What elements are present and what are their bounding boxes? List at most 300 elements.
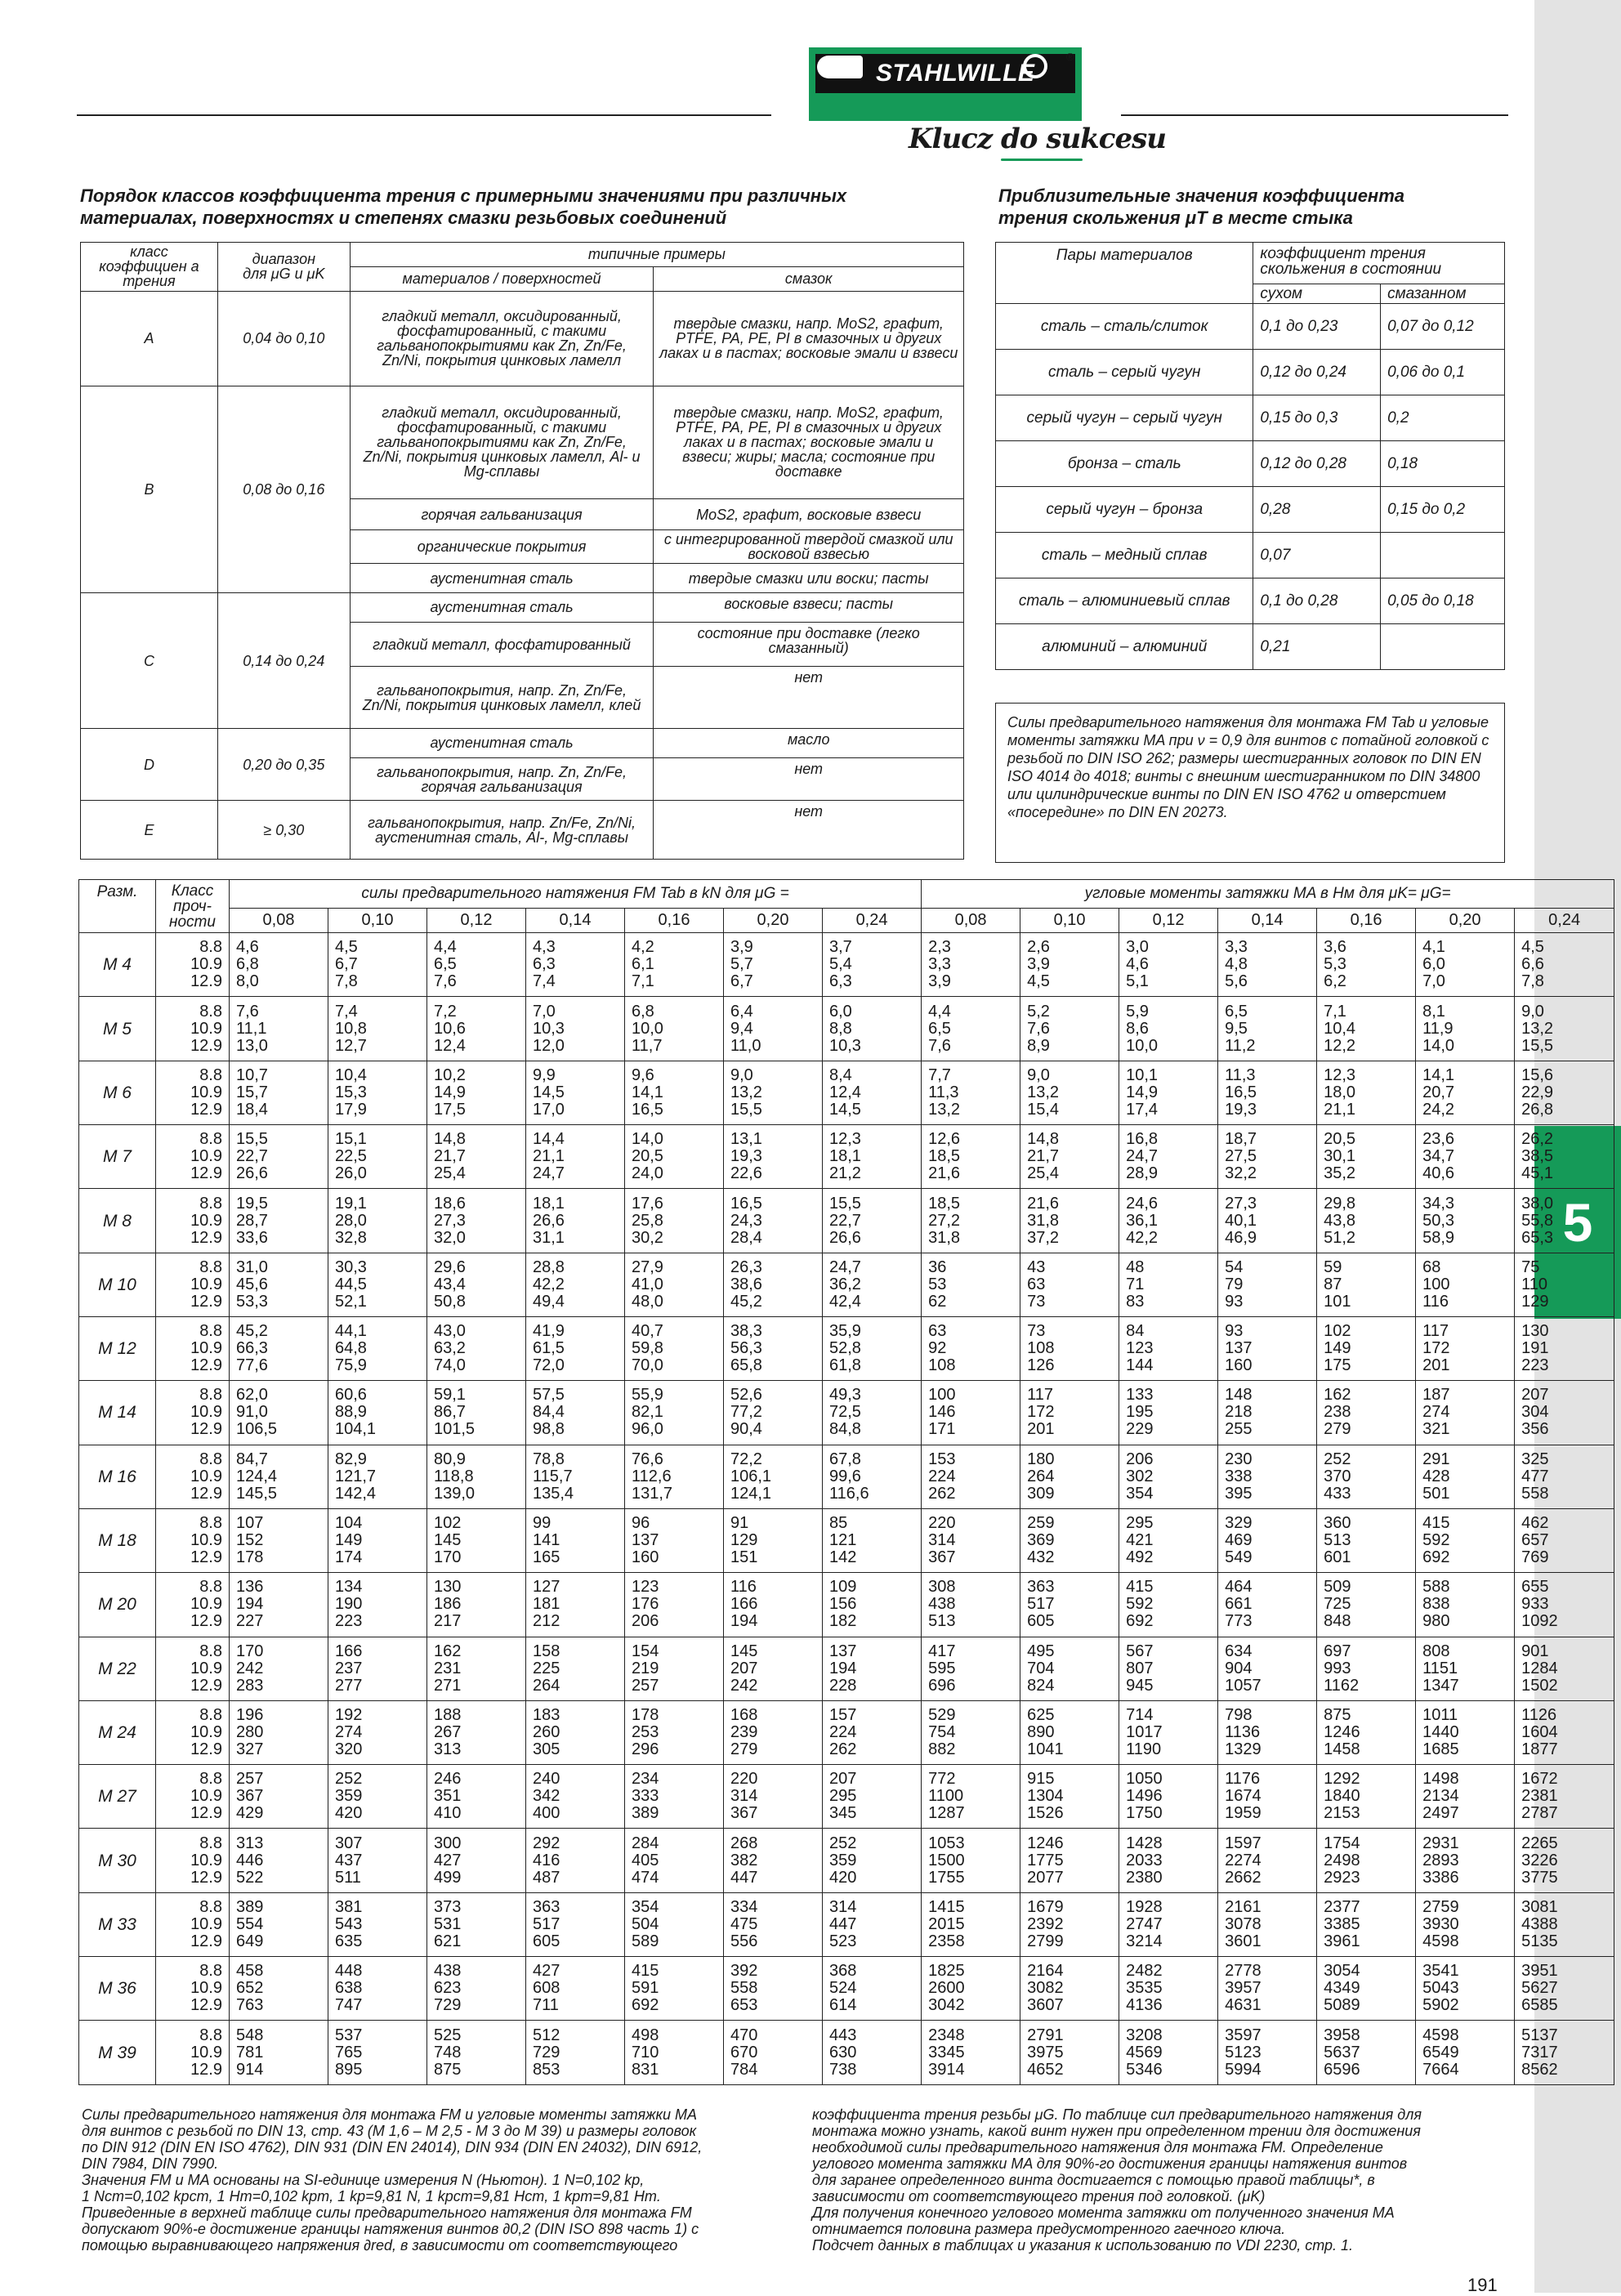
- mu-value: 0,12: [1119, 908, 1218, 933]
- table-value: 25,4: [1027, 1164, 1060, 1183]
- table-value: 1011: [1422, 1706, 1458, 1724]
- table-value: 427: [533, 1962, 560, 1981]
- preload-force-cell: [526, 933, 625, 997]
- table-value: 207: [1521, 1386, 1549, 1405]
- table-value: 1041: [1027, 1740, 1064, 1758]
- table-value: 21,2: [829, 1164, 861, 1183]
- preload-force-cell: [526, 1573, 625, 1637]
- table-row: [81, 291, 964, 386]
- table-value: 838: [1422, 1595, 1450, 1614]
- table-value: 1347: [1422, 1676, 1459, 1695]
- strength-classes: [156, 1381, 230, 1445]
- table-value: 980: [1422, 1612, 1450, 1631]
- dry-value: 0,28: [1253, 487, 1381, 533]
- table-value: 49,4: [533, 1292, 565, 1311]
- footnote-line: 1 Ncm=0,102 kpcm, 1 Hm=0,102 kpm, 1 kp=9,81 N, 1 kpcm=9,81 Hcm, 1 kpm=9,81 Hm.: [82, 2188, 661, 2204]
- table-value: 14,5: [829, 1100, 861, 1119]
- table-value: 5,2: [1027, 1002, 1050, 1021]
- table-value: 84,7: [236, 1450, 268, 1468]
- table-value: 292: [533, 1834, 560, 1852]
- strength-class: 12.9: [190, 1932, 222, 1950]
- table-value: 3914: [928, 2060, 965, 2079]
- torque-cell: [1317, 1829, 1416, 1892]
- preload-force-cell: [625, 1381, 724, 1445]
- table-value: 2,6: [1027, 938, 1050, 957]
- torque-cell: [922, 1508, 1020, 1572]
- table-value: 3345: [928, 2043, 965, 2061]
- preload-force-cell: [625, 1445, 724, 1508]
- torque-cell: [1416, 1445, 1515, 1508]
- material-cell: гладкий металл, оксидированный, фосфатированный, с такими гальванопокрытиями как Zn, Zn/Fe, Zn/Ni, покрытия цинковых ламелл: [350, 291, 654, 386]
- table-value: 314: [730, 1787, 758, 1806]
- torque-cell: [1119, 1573, 1218, 1637]
- preload-force-cell: [823, 1316, 922, 1380]
- table-value: 9,4: [730, 1019, 753, 1038]
- table-value: 262: [829, 1740, 857, 1758]
- preload-force-cell: [328, 1189, 427, 1253]
- table-value: 186: [434, 1595, 462, 1614]
- preload-force-cell: [230, 1316, 328, 1380]
- table-value: 187: [1422, 1386, 1450, 1405]
- torque-cell: [1515, 1957, 1614, 2021]
- torque-cell: [1317, 1189, 1416, 1253]
- header-preload-force: силы предварительного натяжения FM Tab в kN для μG =: [230, 880, 922, 909]
- table-row: [79, 1316, 1614, 1380]
- table-value: 207: [730, 1659, 758, 1677]
- friction-range: 0,08 до 0,16: [217, 386, 350, 592]
- table-value: 25,4: [434, 1164, 466, 1183]
- lubricated-value: 0,15 до 0,2: [1381, 487, 1505, 533]
- table-value: 5,6: [1225, 972, 1248, 991]
- table-value: 381: [335, 1897, 363, 1916]
- table-value: 634: [1225, 1642, 1253, 1660]
- thread-size: M 24: [79, 1700, 156, 1764]
- torque-cell: [922, 1892, 1020, 1956]
- table-value: 59,1: [434, 1386, 466, 1405]
- torque-cell: [1515, 1061, 1614, 1124]
- table-value: 48,0: [632, 1292, 663, 1311]
- table-value: 38,3: [730, 1322, 762, 1341]
- table-value: 86,7: [434, 1403, 466, 1422]
- table-value: 6,0: [1422, 955, 1445, 974]
- table-value: 74,0: [434, 1356, 466, 1375]
- table-value: 13,2: [928, 1100, 961, 1119]
- table-value: 145,5: [236, 1484, 278, 1503]
- footnote-line: монтажа можно узнать, какой винт нужен при определенном трении для достижения: [812, 2123, 1421, 2139]
- thread-size: M 18: [79, 1508, 156, 1572]
- table-value: 1440: [1422, 1723, 1459, 1741]
- torque-cell: [1119, 1829, 1218, 1892]
- header-size: Разм.: [79, 880, 156, 933]
- table-value: 42,2: [533, 1275, 565, 1293]
- table-value: 6,0: [829, 1002, 852, 1021]
- preload-force-cell: [724, 1765, 823, 1829]
- preload-force-cell: [328, 1637, 427, 1700]
- table-value: 35,2: [1324, 1164, 1356, 1183]
- table-row: [996, 304, 1505, 350]
- table-value: 1500: [928, 1851, 965, 1869]
- torque-cell: [1020, 1957, 1119, 2021]
- table-value: 531: [434, 1914, 462, 1933]
- table-value: 73: [1027, 1292, 1046, 1311]
- torque-cell: [922, 1957, 1020, 2021]
- table-row: [79, 1765, 1614, 1829]
- strength-class: 10.9: [190, 1403, 222, 1422]
- table-value: 192: [335, 1706, 363, 1724]
- mu-value: 0,14: [1218, 908, 1317, 933]
- table-value: 37,2: [1027, 1228, 1060, 1247]
- table-value: 6,2: [1324, 972, 1346, 991]
- footnote-line: для заранее определенного винта достигается с помощью правой таблицы*, в: [812, 2172, 1375, 2188]
- table-value: 589: [632, 1932, 659, 1950]
- table-value: 15,7: [236, 1083, 268, 1101]
- table-value: 523: [829, 1932, 857, 1950]
- table-value: 8,9: [1027, 1036, 1050, 1055]
- table-value: 24,2: [1422, 1100, 1455, 1119]
- table-value: 43: [1027, 1257, 1046, 1276]
- torque-cell: [1020, 1637, 1119, 1700]
- table-value: 158: [533, 1642, 560, 1660]
- torque-cell: [1317, 1445, 1416, 1508]
- table-value: 6,6: [1521, 955, 1544, 974]
- table-value: 10,3: [829, 1036, 861, 1055]
- preload-force-cell: [823, 1061, 922, 1124]
- table-value: 133: [1126, 1386, 1154, 1405]
- torque-cell: [1317, 1381, 1416, 1445]
- table-value: 6,1: [632, 955, 654, 974]
- table-value: 3081: [1521, 1897, 1558, 1916]
- preload-force-cell: [328, 1061, 427, 1124]
- table-value: 166: [730, 1595, 758, 1614]
- table-value: 90,4: [730, 1420, 762, 1439]
- table-value: 28,7: [236, 1211, 268, 1230]
- table-value: 246: [434, 1770, 462, 1789]
- torque-cell: [1416, 1892, 1515, 1956]
- table-header-row: [81, 243, 964, 267]
- table-value: 108: [1027, 1339, 1055, 1358]
- strength-classes: [156, 1445, 230, 1508]
- table-value: 3042: [928, 1996, 965, 2015]
- table-value: 327: [236, 1740, 264, 1758]
- table-value: 24,3: [730, 1211, 762, 1230]
- table-value: 63,2: [434, 1339, 466, 1358]
- table-value: 670: [730, 2043, 758, 2061]
- strength-classes: [156, 1125, 230, 1189]
- lubricant-cell: твердые смазки или воски; пасты: [654, 564, 964, 593]
- strength-class: 10.9: [190, 1019, 222, 1038]
- strength-class: 10.9: [190, 1275, 222, 1293]
- table-value: 6,7: [730, 972, 753, 991]
- table-value: 729: [533, 2043, 560, 2061]
- table-value: 1959: [1225, 1804, 1262, 1823]
- table-value: 1928: [1126, 1897, 1163, 1916]
- table-value: 35,9: [829, 1322, 861, 1341]
- torque-cell: [1515, 933, 1614, 997]
- torque-cell: [922, 1829, 1020, 1892]
- table-value: 283: [236, 1676, 264, 1695]
- table-value: 354: [632, 1897, 659, 1916]
- preload-force-cell: [230, 1765, 328, 1829]
- table-value: 172: [1422, 1339, 1450, 1358]
- table-value: 1754: [1324, 1834, 1360, 1852]
- table-value: 142: [829, 1548, 857, 1567]
- table-value: 1284: [1521, 1659, 1558, 1677]
- table-value: 345: [829, 1804, 857, 1823]
- table-value: 3957: [1225, 1979, 1262, 1998]
- table-value: 382: [730, 1851, 758, 1869]
- torque-cell: [1515, 1189, 1614, 1253]
- table-row: [996, 350, 1505, 395]
- table-value: 4388: [1521, 1914, 1558, 1933]
- table-value: 784: [730, 2060, 758, 2079]
- table-value: 42,2: [1126, 1228, 1159, 1247]
- table-value: 11,3: [928, 1083, 959, 1101]
- table-value: 655: [1521, 1578, 1549, 1597]
- torque-cell: [1020, 2021, 1119, 2085]
- preload-force-cell: [328, 1765, 427, 1829]
- strength-class: 8.8: [199, 1514, 222, 1533]
- table-value: 71: [1126, 1275, 1145, 1293]
- table-value: 428: [1422, 1467, 1450, 1485]
- footnote-line: Значения FM и MA основаны на SI-единице измерения N (Ньютон). 1 N=0,102 kp,: [82, 2172, 645, 2188]
- brand-slogan: Klucz do sukcesu: [909, 123, 1166, 155]
- table-value: 714: [1126, 1706, 1154, 1724]
- table-value: 16,5: [730, 1194, 762, 1213]
- table-value: 58,9: [1422, 1228, 1455, 1247]
- lubricant-cell: масло: [654, 729, 964, 758]
- table-value: 2358: [928, 1932, 965, 1950]
- torque-cell: [1317, 933, 1416, 997]
- table-value: 4598: [1422, 1932, 1459, 1950]
- torque-cell: [1020, 1765, 1119, 1829]
- table-value: 7,8: [1521, 972, 1544, 991]
- thread-size: M 4: [79, 933, 156, 997]
- torque-cell: [922, 1061, 1020, 1124]
- table-value: 2787: [1521, 1804, 1558, 1823]
- table-value: 798: [1225, 1706, 1253, 1724]
- table-value: 2348: [928, 2026, 965, 2044]
- material-cell: аустенитная сталь: [350, 592, 654, 622]
- table-value: 22,7: [829, 1211, 861, 1230]
- table-value: 11,3: [1225, 1065, 1256, 1084]
- table-value: 895: [335, 2060, 363, 2079]
- table-value: 5346: [1126, 2060, 1163, 2079]
- dry-value: 0,1 до 0,23: [1253, 304, 1381, 350]
- strength-classes: [156, 1829, 230, 1892]
- table-value: 4,4: [434, 938, 457, 957]
- table-row: [79, 1892, 1614, 1956]
- preload-force-cell: [823, 1508, 922, 1572]
- table-value: 10,2: [434, 1065, 466, 1084]
- table-value: 40,7: [632, 1322, 663, 1341]
- table-value: 3226: [1521, 1851, 1558, 1869]
- lubricant-cell: нет: [654, 667, 964, 729]
- preload-force-cell: [625, 1189, 724, 1253]
- strength-class: 10.9: [190, 1467, 222, 1485]
- table-value: 17,5: [434, 1100, 466, 1119]
- preload-force-cell: [625, 1700, 724, 1764]
- table-value: 117: [1422, 1322, 1449, 1341]
- table-value: 12,6: [928, 1130, 961, 1149]
- table-value: 171: [928, 1420, 956, 1439]
- footnote-line: отнимается половина размера предусмотренного гаечного ключа.: [812, 2221, 1286, 2237]
- torque-cell: [1218, 1125, 1317, 1189]
- preload-force-cell: [526, 1445, 625, 1508]
- table-value: 195: [1126, 1403, 1154, 1422]
- preload-force-cell: [724, 1573, 823, 1637]
- dry-value: 0,12 до 0,24: [1253, 350, 1381, 395]
- table-value: 495: [1027, 1642, 1055, 1660]
- table-value: 145: [730, 1642, 758, 1660]
- table-value: 15,5: [829, 1194, 861, 1213]
- friction-class: C: [81, 592, 218, 728]
- preload-force-cell: [230, 1253, 328, 1316]
- strength-class: 12.9: [190, 972, 222, 991]
- table-value: 549: [1225, 1548, 1253, 1567]
- table-value: 554: [236, 1914, 264, 1933]
- table-value: 19,1: [335, 1194, 367, 1213]
- strength-class: 12.9: [190, 1228, 222, 1247]
- preload-force-cell: [427, 1573, 526, 1637]
- thread-size: M 6: [79, 1061, 156, 1124]
- table-value: 65,8: [730, 1356, 762, 1375]
- preload-force-cell: [823, 1189, 922, 1253]
- strength-class: 12.9: [190, 1100, 222, 1119]
- header-range-line: для μG и μK: [243, 266, 325, 283]
- table-value: 9,6: [632, 1065, 654, 1084]
- table-value: 225: [533, 1659, 560, 1677]
- table-value: 3607: [1027, 1996, 1064, 2015]
- torque-cell: [1020, 1829, 1119, 1892]
- strength-class: 8.8: [199, 938, 222, 957]
- preload-force-cell: [427, 1765, 526, 1829]
- preload-force-cell: [230, 997, 328, 1061]
- table-value: 2600: [928, 1979, 965, 1998]
- table-value: 300: [434, 1834, 462, 1852]
- table-value: 630: [829, 2043, 857, 2061]
- torque-cell: [1218, 1445, 1317, 1508]
- table-value: 72,5: [829, 1403, 861, 1422]
- preload-force-cell: [427, 1637, 526, 1700]
- table-value: 477: [1521, 1467, 1549, 1485]
- torque-cell: [1020, 1700, 1119, 1764]
- table-value: 14,8: [1027, 1130, 1060, 1149]
- table-value: 2381: [1521, 1787, 1558, 1806]
- strength-classes: [156, 1253, 230, 1316]
- table-value: 8,1: [1422, 1002, 1445, 1021]
- table-value: 754: [928, 1723, 956, 1741]
- table-value: 123: [1126, 1339, 1154, 1358]
- thread-size: M 8: [79, 1189, 156, 1253]
- strength-classes: [156, 1573, 230, 1637]
- table-value: 914: [236, 2060, 264, 2079]
- table-value: 72,0: [533, 1356, 565, 1375]
- table-value: 257: [632, 1676, 659, 1695]
- preload-force-cell: [625, 1316, 724, 1380]
- torque-cell: [922, 2021, 1020, 2085]
- strength-class: 10.9: [190, 1787, 222, 1806]
- table-value: 144: [1126, 1356, 1154, 1375]
- table-value: 227: [236, 1612, 264, 1631]
- table-value: 1151: [1422, 1659, 1458, 1677]
- preload-force-cell: [526, 1892, 625, 1956]
- table-value: 26,6: [533, 1211, 565, 1230]
- strength-class: 8.8: [199, 1322, 222, 1341]
- torque-cell: [1317, 1700, 1416, 1764]
- torque-cell: [1218, 1508, 1317, 1572]
- table-value: 882: [928, 1740, 956, 1758]
- table-value: 79: [1225, 1275, 1244, 1293]
- preload-note: Силы предварительного натяжения для монтажа FM Tab и угловые моменты затяжки MA при ν = 0,9 для винтов с потайной головкой с резьбой по DIN ISO 262; размеры шестигранных головок по DIN EN ISO 4014 до 4018; винты с внешним шестигранником по DIN 34800 или цилиндрические винты по DIN EN ISO 4762 и отверстием «посередине» по DIN EN 20273.: [995, 703, 1505, 863]
- table-value: 24,7: [829, 1257, 861, 1276]
- table-value: 1246: [1324, 1723, 1360, 1741]
- preload-force-cell: [230, 1573, 328, 1637]
- table-value: 93: [1225, 1322, 1244, 1341]
- table-value: 2747: [1126, 1914, 1163, 1933]
- table-value: 462: [1521, 1514, 1549, 1533]
- table-value: 252: [829, 1834, 857, 1852]
- table-value: 4569: [1126, 2043, 1163, 2061]
- preload-force-cell: [724, 1508, 823, 1572]
- table-value: 234: [632, 1770, 659, 1789]
- table-row: [81, 801, 964, 860]
- table-value: 206: [632, 1612, 659, 1631]
- table-value: 9,0: [1521, 1002, 1544, 1021]
- table-value: 54: [1225, 1257, 1244, 1276]
- torque-cell: [1218, 1061, 1317, 1124]
- table-value: 625: [1027, 1706, 1055, 1724]
- table-value: 45,6: [236, 1275, 268, 1293]
- table-value: 1877: [1521, 1740, 1558, 1758]
- table-value: 107: [236, 1514, 264, 1533]
- table-value: 692: [632, 1996, 659, 2015]
- table-value: 395: [1225, 1484, 1253, 1503]
- torque-cell: [1218, 1892, 1317, 1956]
- preload-force-cell: [724, 1125, 823, 1189]
- table-value: 3,7: [829, 938, 852, 957]
- table-value: 363: [533, 1897, 560, 1916]
- table-value: 1458: [1324, 1740, 1360, 1758]
- table-value: 40,1: [1225, 1211, 1257, 1230]
- material-cell: органические покрытия: [350, 530, 654, 564]
- dry-value: 0,21: [1253, 623, 1381, 669]
- preload-force-cell: [230, 1829, 328, 1892]
- table-value: 469: [1225, 1531, 1253, 1550]
- table-value: 91,0: [236, 1403, 268, 1422]
- preload-force-cell: [230, 2021, 328, 2085]
- table-value: 115,7: [533, 1467, 573, 1485]
- torque-cell: [1317, 1957, 1416, 2021]
- table-value: 218: [1225, 1403, 1253, 1422]
- table-value: 7,1: [1324, 1002, 1346, 1021]
- table-value: 98,8: [533, 1420, 565, 1439]
- table-value: 10,0: [632, 1019, 663, 1038]
- table-value: 3975: [1027, 2043, 1064, 2061]
- table-value: 351: [434, 1787, 462, 1806]
- table-value: 438: [434, 1962, 462, 1981]
- table-value: 21,7: [434, 1147, 466, 1166]
- table-value: 305: [533, 1740, 560, 1758]
- table-value: 13,2: [1521, 1019, 1554, 1038]
- table-value: 93: [1225, 1292, 1244, 1311]
- table-value: 151: [730, 1548, 758, 1567]
- torque-cell: [1119, 1765, 1218, 1829]
- table-value: 130: [434, 1578, 462, 1597]
- table-value: 7,6: [236, 1002, 259, 1021]
- torque-cell: [1515, 1316, 1614, 1380]
- wrench-icon: [817, 56, 863, 78]
- table-value: 933: [1521, 1595, 1549, 1614]
